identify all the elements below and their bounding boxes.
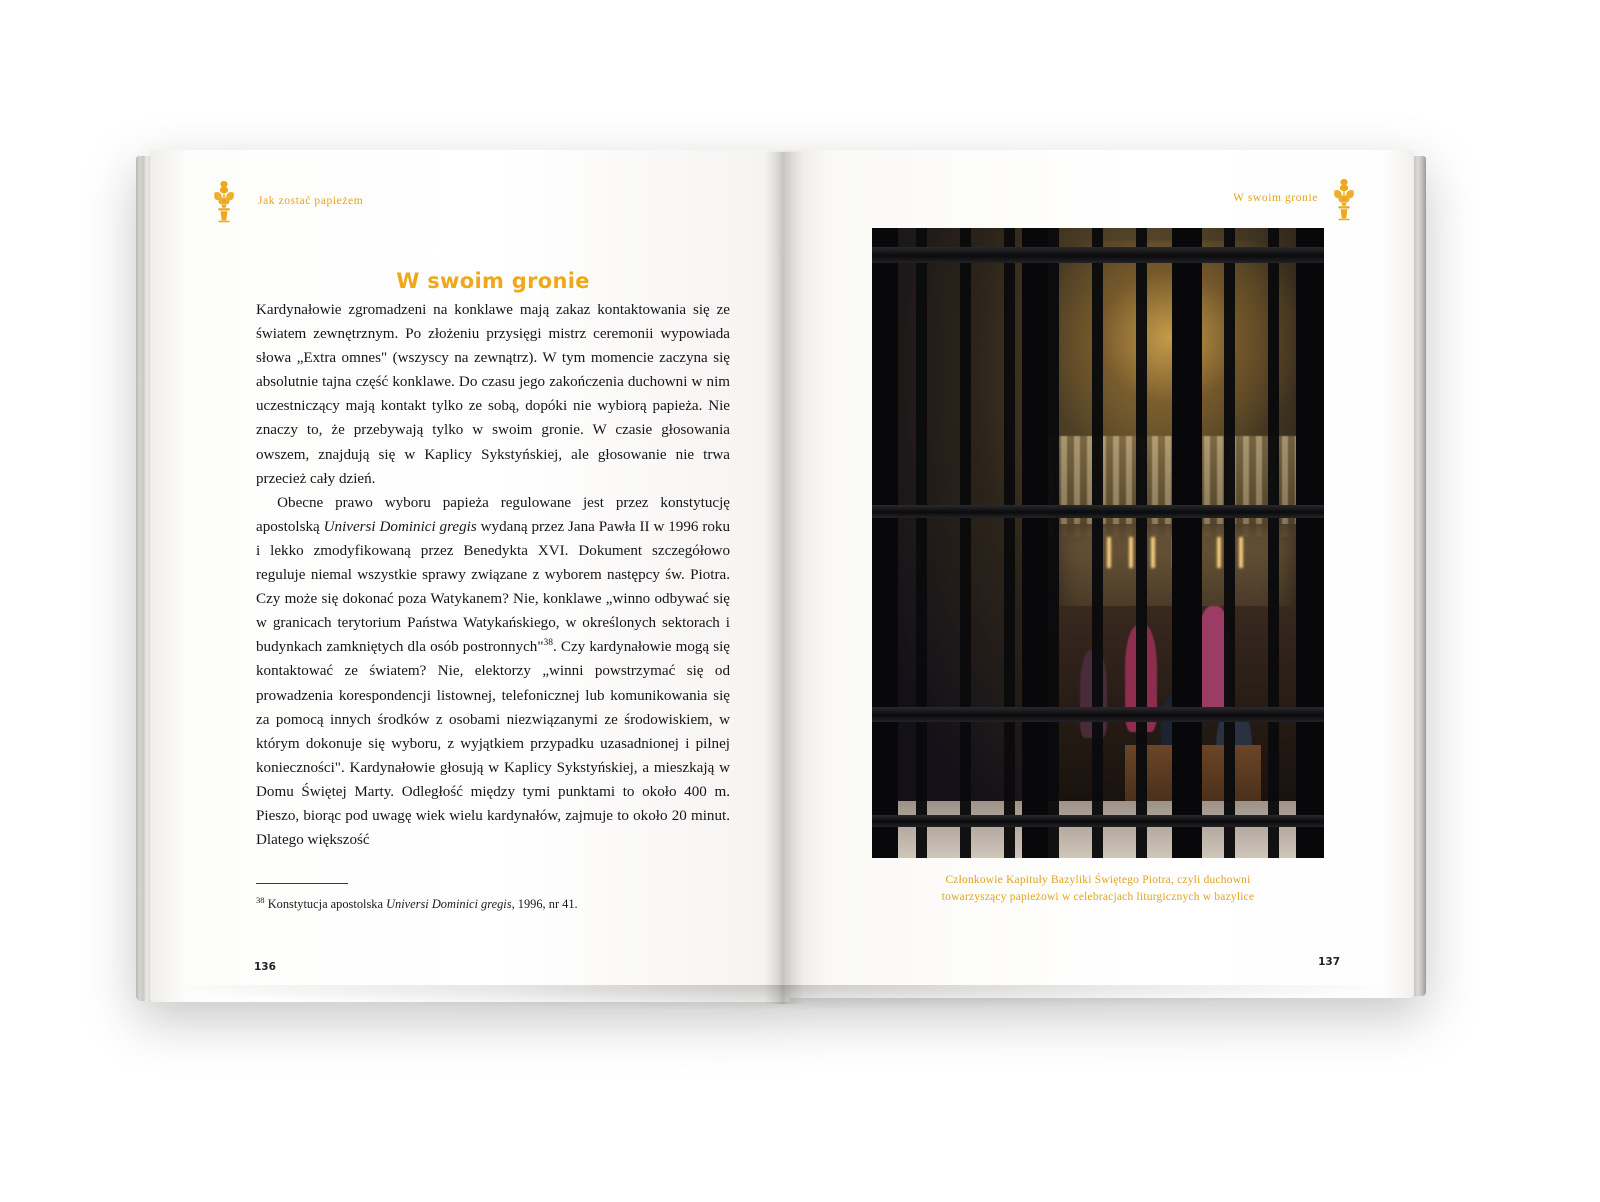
paragraph-2-part-c: . Czy kardynałowie mogą się kontaktować ze światem? Nie, elektorzy „winni powstrzymać się od prowadzenia korespondencji listownej, telefonicznej lub komunikowania się za pomocą innych środków z osobami niezwiązanymi ze środowiskiem, w którym dokonuje się wyboru, z wyjątkiem przypadku uzasadnionej i pilnej konieczności". Kardynałowie głosują w Kaplicy Sykstyńskiej, a mieszkają w Domu Świętej Marty. Odległość między tymi punktami to około 400 m. Pieszo, biorąc pod uwagę wiek wielu kardynałów, zajmuje to około 20 minut. Dlatego większość bbox=[256, 639, 730, 849]
paragraph-1: Kardynałowie zgromadzeni na konklawe mają zakaz kontaktowania się ze światem zewnętrznym. Po złożeniu przysięgi mistrz ceremonii wypowiada słowa „Extra omnes" (wszyscy na zewnątrz). W tym momencie zaczyna się absolutnie tajna część konklawe. Do czasu jego zakończenia duchowni w nim uczestniczący mają kontakt tylko ze sobą, dopóki nie wybiorą papieża. Nie znaczy to, że przebywają tylko w swoim gronie. W czasie głosowania owszem, znajdują się w Kaplicy Sykstyńskiej, ale głosowanie nie trwa przecież cały dzień. bbox=[256, 302, 730, 487]
footnote-number: 38 bbox=[256, 895, 265, 905]
footnote-reference-38: 38 bbox=[543, 638, 554, 649]
footnote-divider bbox=[256, 883, 348, 884]
photo-gate-rail bbox=[872, 505, 1324, 518]
paragraph-2-part-b: wydaną przez Jana Pawła II w 1996 roku i lekko zmodyfikowaną przez Benedykta XVI. Dokument szczegółowo reguluje niemal wszystkie sprawy związane z wyborem następcy św. Piotra. Czy może się dokonać poza Watykanem? Nie, konklawe „winno odbywać się w granicach terytorium Państwa Watykańskiego, w określonych sektorach i budynkach zamkniętych dla osób postronnych" bbox=[256, 518, 731, 656]
footnote-work-title: Universi Dominici gregis bbox=[386, 897, 512, 912]
page-number-left: 136 bbox=[254, 961, 276, 973]
right-page bbox=[790, 150, 1414, 998]
photo-caption bbox=[872, 872, 1324, 906]
photo-caption-line-2: towarzyszący papieżowi w celebracjach liturgicznych w bazylice bbox=[941, 891, 1255, 903]
photo-gate-columns bbox=[872, 228, 1324, 858]
paragraph-2 bbox=[256, 491, 730, 852]
footnote-38 bbox=[256, 892, 730, 913]
footnote-part-a: Konstytucja apostolska bbox=[264, 897, 387, 912]
page-title: W swoim gronie bbox=[396, 269, 590, 294]
photo-gate-rail bbox=[872, 815, 1324, 827]
page-number-right: 137 bbox=[1318, 956, 1340, 968]
work-title-italic: Universi Dominici gregis bbox=[323, 518, 477, 535]
running-head-right: W swoim gronie bbox=[1233, 192, 1318, 204]
paragraph-2-part-a: Obecne prawo wyboru papieża regulowane jest przez konstytucję apostolską bbox=[256, 494, 730, 535]
photo-caption-line-1: Członkowie Kapituły Bazyliki Świętego Piotra, czyli duchowni bbox=[945, 874, 1251, 886]
open-book bbox=[136, 150, 1426, 1005]
left-page bbox=[150, 150, 790, 1002]
photo-chapter-basilica-gate bbox=[872, 228, 1324, 858]
papal-crest-icon bbox=[204, 178, 244, 224]
photo-gate-rail bbox=[872, 707, 1324, 722]
body-text bbox=[256, 298, 730, 852]
photo-gate-rail bbox=[872, 247, 1324, 263]
running-head-left: Jak zostać papieżem bbox=[258, 195, 364, 207]
papal-crest-icon bbox=[1324, 176, 1364, 222]
footnote-part-b: , 1996, nr 41. bbox=[511, 897, 578, 912]
